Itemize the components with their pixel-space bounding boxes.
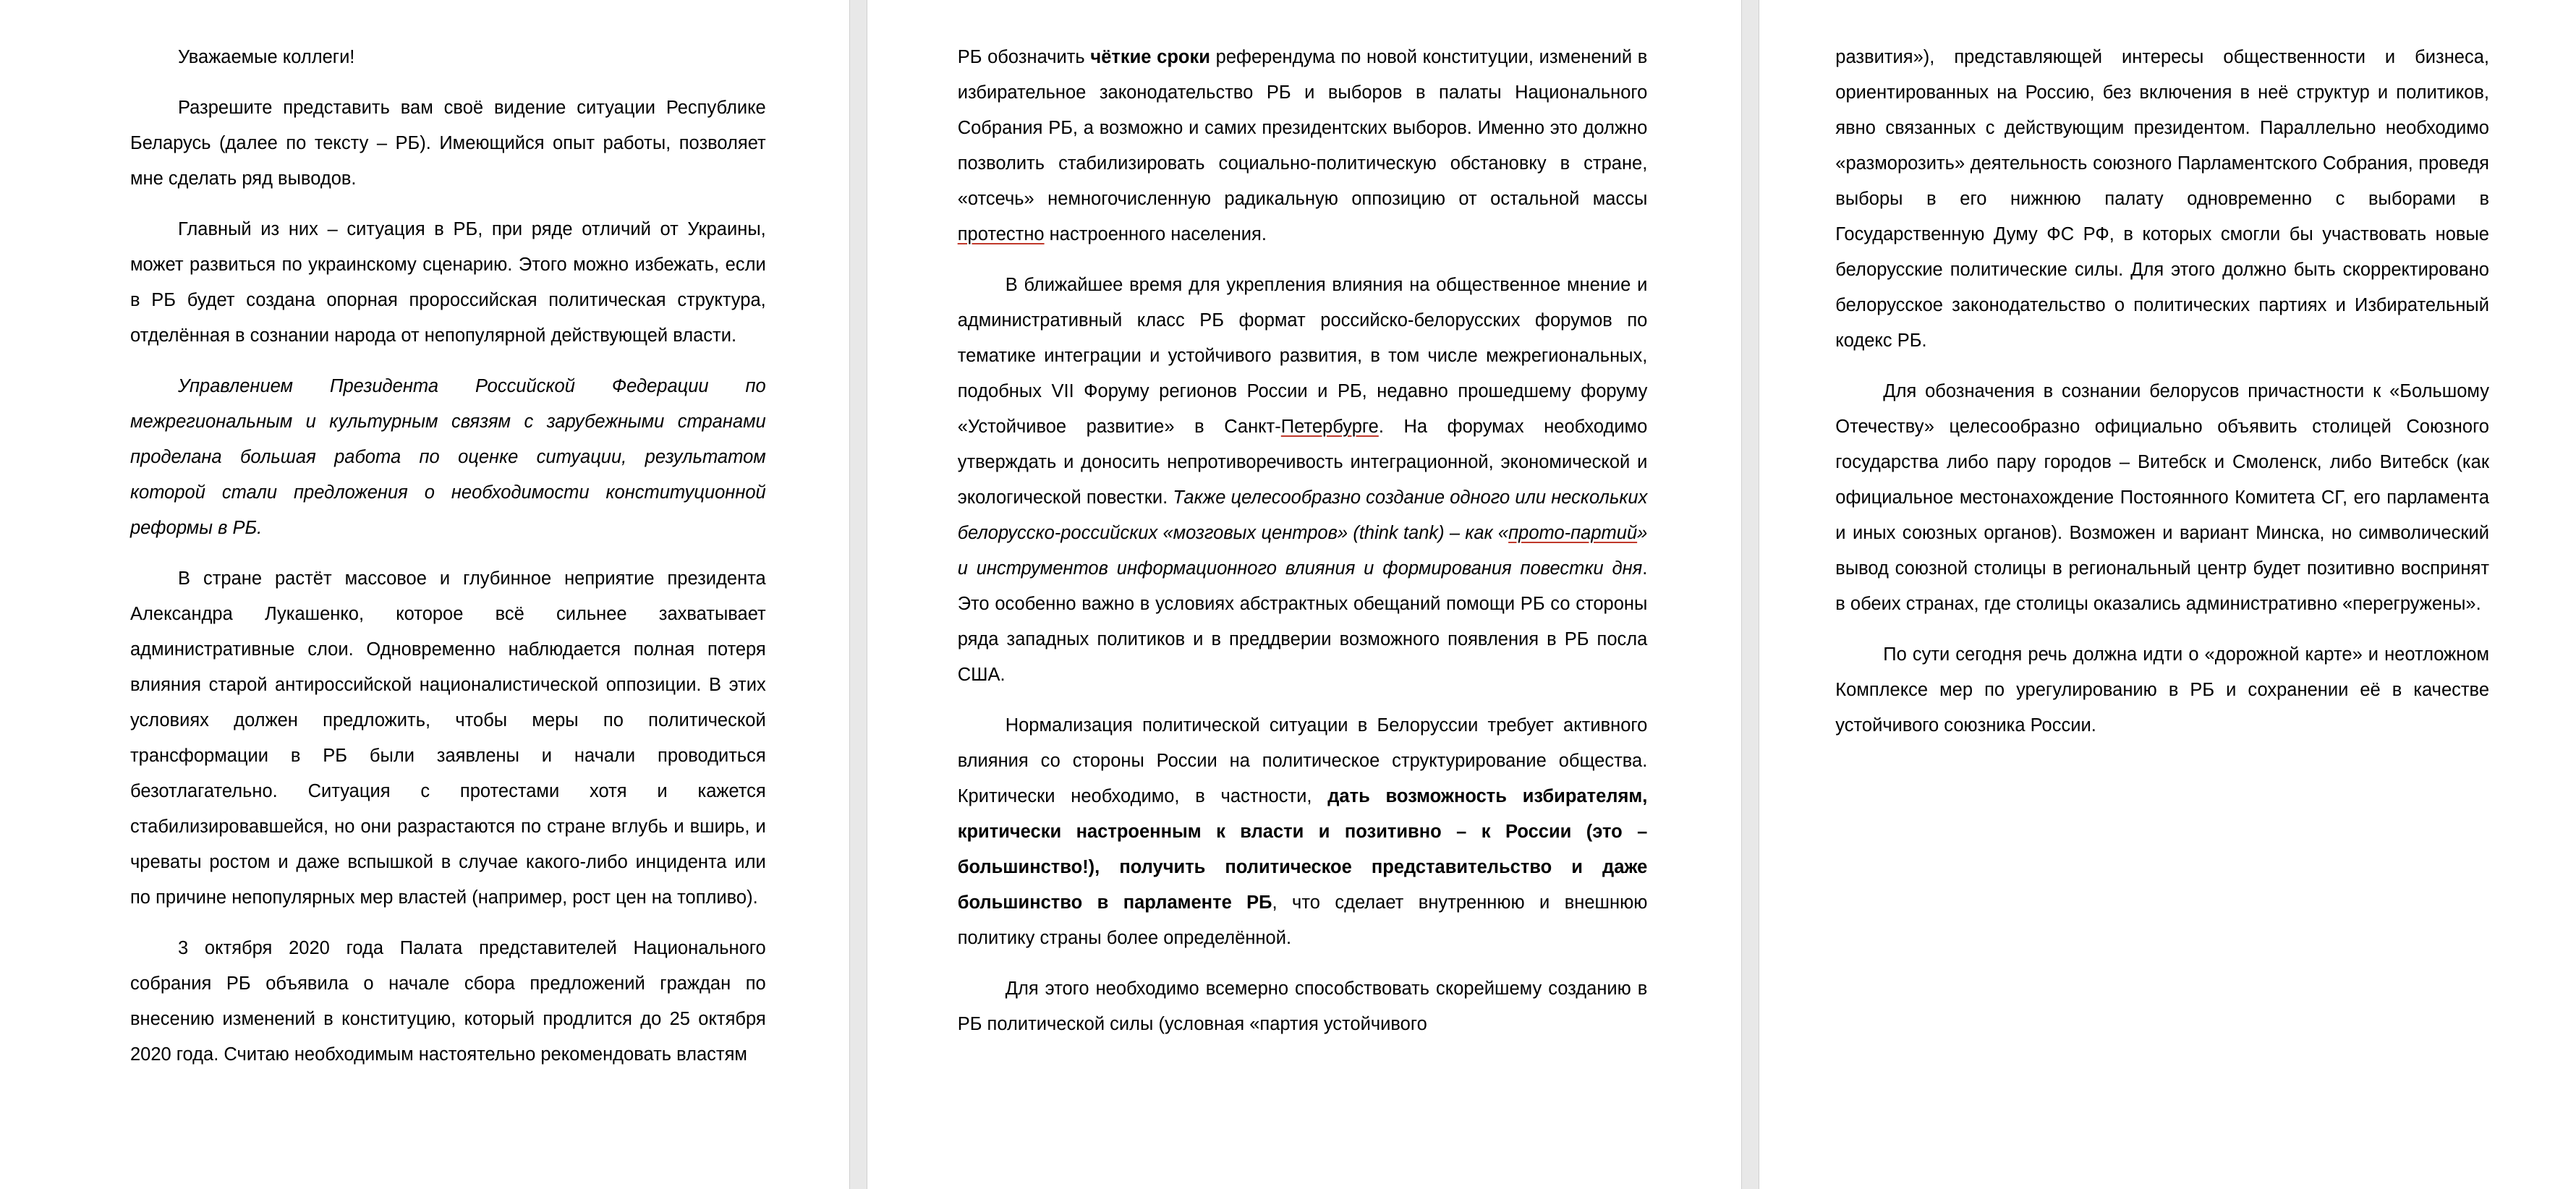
page-gutter-2 <box>1741 0 1759 1189</box>
italic-text-run: Также целесообразно создание одного или нескольких белорусско-российских «мозговых центров» (think tank) – как « <box>957 487 1648 543</box>
text-run: настроенного населения. <box>1044 224 1267 244</box>
paragraph <box>130 40 766 75</box>
paragraph <box>130 369 766 546</box>
paragraph <box>1835 40 2489 359</box>
paragraph <box>958 971 1648 1042</box>
text-run: Уважаемые коллеги! <box>178 47 355 67</box>
text-run: . Это особенно важно в условиях абстрактных обещаний помощи РБ со стороны ряда западных политиков и в преддверии возможного появления в РБ посла США. <box>957 558 1648 685</box>
spellcheck-underlined-text: Петербурге <box>1280 417 1379 437</box>
text-run: Разрешите представить вам своё видение ситуации Республике Беларусь (далее по тексту – РБ). Имеющийся опыт работы, позволяет мне сделать ряд выводов. <box>130 98 766 189</box>
paragraph <box>130 90 766 197</box>
paragraph <box>130 212 766 354</box>
page-gutter-1 <box>849 0 867 1189</box>
bold-text-run: дать возможность избирателям, критически настроенным к власти и позитивно – к России (это – большинство!), получить политическое представительство и даже большинство в парламенте РБ <box>957 786 1648 913</box>
paragraph <box>1835 637 2489 743</box>
bold-text-run: чёткие сроки <box>1090 47 1210 67</box>
document-page-3 <box>1759 0 2576 1189</box>
text-run: Для обозначения в сознании белорусов причастности к «Большому Отечеству» целесообразно официально объявить столицей Союзного государства либо пару городов – Витебск и Смоленск, либо Витебск (как официальное местонахождение Постоянного Комитета СГ, его парламента и иных союзных органов). Возможен и вариант Минска, но символический вывод союзной столицы в региональный центр будет позитивно воспринят в обеих странах, где столицы оказались административно «перегружены». <box>1835 381 2489 614</box>
text-run: , что сделает внутреннюю и внешнюю политику страны более определённой. <box>957 892 1648 948</box>
text-run: развития»), представляющей интересы общественности и бизнеса, ориентированных на Россию, без включения в неё структур и политиков, явно связанных с действующим президентом. Параллельно необходимо «разморозить» деятельность союзного Парламентского Собрания, проведя выборы в его нижнюю палату одновременно с выборами в Государственную Думу ФС РФ, в которых смогли бы участвовать новые белорусские политические силы. Для этого должно быть скорректировано белорусское законодательство о политических партиях и Избирательный кодекс РБ. <box>1835 47 2489 351</box>
paragraph <box>958 268 1648 693</box>
paragraph <box>1835 374 2489 622</box>
italic-text-run: » и инструментов информационного влияния и формирования повестки дня <box>957 523 1648 579</box>
spellcheck-underlined-text: протестно <box>957 224 1045 244</box>
paragraph <box>958 40 1648 252</box>
text-run: Главный из них – ситуация в РБ, при ряде отличий от Украины, может развиться по украинскому сценарию. Этого можно избежать, если в РБ будет создана опорная пророссийская политическая структура, отделённая в сознании народа от непопулярной действующей власти. <box>130 219 766 346</box>
text-run: В ближайшее время для укрепления влияния на общественное мнение и административный класс РБ формат российско-белорусских форумов по тематике интеграции и устойчивого развития, в том числе межрегиональных, подобных VII Форуму регионов России и РБ, недавно прошедшему форуму «Устойчивое развитие» в Санкт- <box>957 275 1648 437</box>
text-run: . На форумах необходимо утверждать и доносить непротиворечивость интеграционной, экономической и экологической повестки. <box>957 417 1648 508</box>
paragraph <box>130 931 766 1073</box>
text-run: Для этого необходимо всемерно способствовать скорейшему созданию в РБ политической силы (условная «партия устойчивого <box>957 979 1648 1034</box>
text-run: Управлением Президента Российской Федерации по межрегиональным и культурным связям с зарубежными странами проделана большая работа по оценке ситуации, результатом которой стали предложения о необходимости конституционной реформы в РБ. <box>130 376 766 538</box>
text-run: референдума по новой конституции, изменений в избирательное законодательство РБ и выборов в палаты Национального Собрания РБ, а возможно и самих президентских выборов. Именно это должно позволить стабилизировать социально-политическую обстановку в стране, «отсечь» немногочисленную радикальную оппозицию от остальной массы <box>957 47 1648 209</box>
text-run: Нормализация политической ситуации в Белоруссии требует активного влияния со стороны России на политическое структурирование общества. Критически необходимо, в частности, <box>957 715 1648 806</box>
text-run: По сути сегодня речь должна идти о «дорожной карте» и неотложном Комплексе мер по урегулированию в РБ и сохранении её в качестве устойчивого союзника России. <box>1835 644 2489 736</box>
text-run: РБ обозначить <box>957 47 1091 67</box>
paragraph <box>958 708 1648 956</box>
text-run: 3 октября 2020 года Палата представителей Национального собрания РБ объявила о начале сбора предложений граждан по внесению изменений в конституцию, который продлится до 25 октября 2020 года. Считаю необходимым настоятельно рекомендовать властям <box>130 938 766 1065</box>
document-page-1 <box>0 0 849 1189</box>
paragraph <box>130 561 766 916</box>
text-run: В стране растёт массовое и глубинное неприятие президента Александра Лукашенко, которое всё сильнее захватывает административные слои. Одновременно наблюдается полная потеря влияния старой антироссийской националистической оппозиции. В этих условиях должен предложить, чтобы меры по политической трансформации в РБ были заявлены и начали проводиться безотлагательно. Ситуация с протестами хотя и кажется стабилизировавшейся, но они разрастаются по стране вглубь и вширь, и чреваты ростом и даже вспышкой в случае какого-либо инцидента или по причине непопулярных мер властей (например, рост цен на топливо). <box>130 568 766 908</box>
document-page-2 <box>867 0 1742 1189</box>
spellcheck-underlined-text: прото-партий <box>1508 523 1638 543</box>
